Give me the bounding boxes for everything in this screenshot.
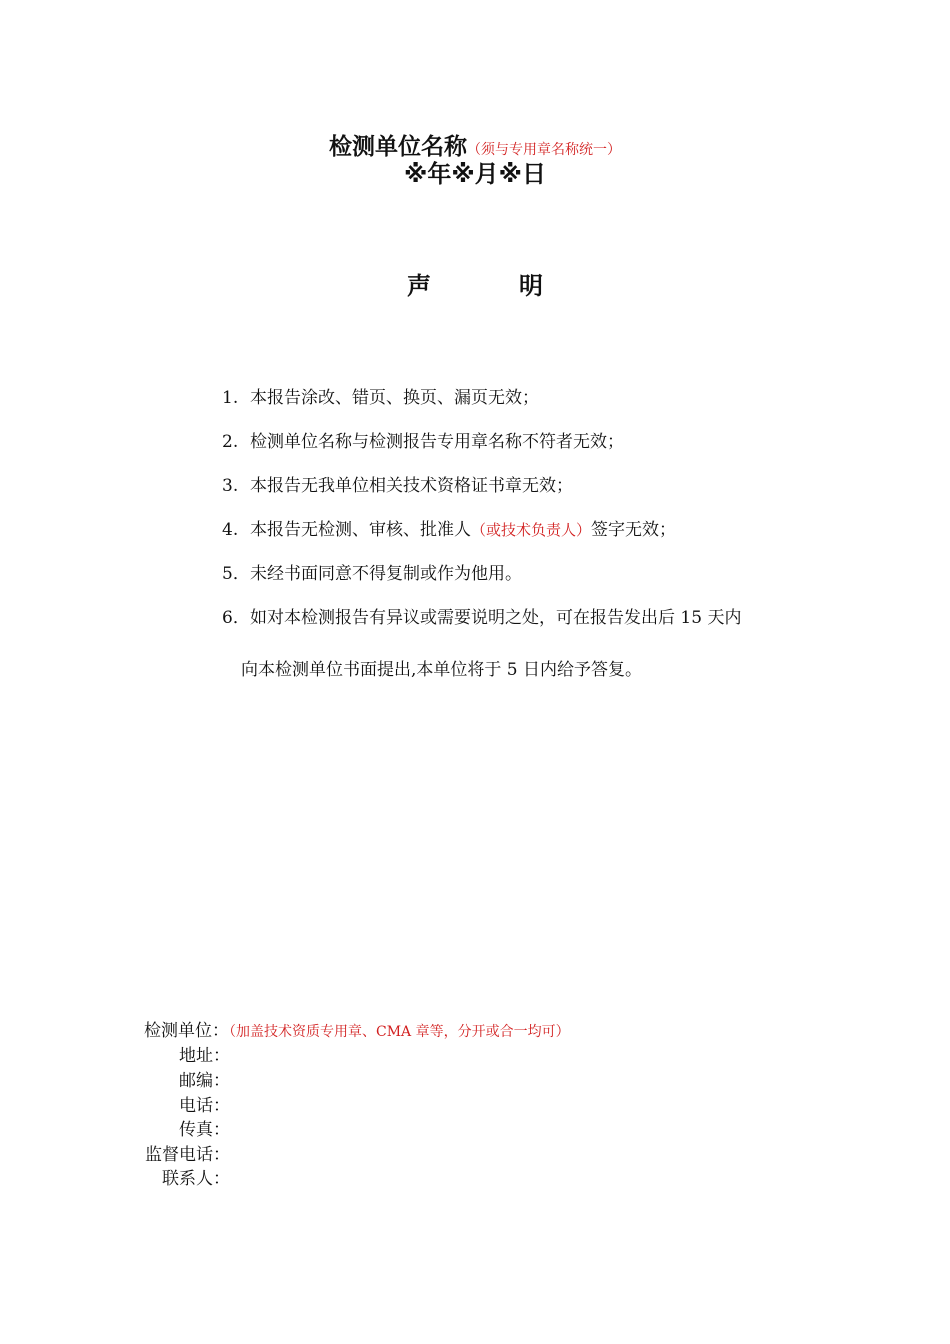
contact-unit-row bbox=[144, 1016, 570, 1041]
contact-supervise-row bbox=[144, 1140, 230, 1165]
statement-title-left: 声 bbox=[407, 272, 431, 300]
clause-number: 1. bbox=[222, 388, 239, 408]
clause-6 bbox=[222, 603, 741, 628]
clause-3 bbox=[222, 471, 573, 496]
clause-1 bbox=[222, 383, 539, 408]
contact-person-label: 联系人： bbox=[162, 1169, 230, 1189]
clause-text: 本报告无我单位相关技术资格证书章无效； bbox=[250, 476, 573, 496]
clause-number: 5． bbox=[222, 564, 250, 584]
org-name-note: （须与专用章名称统一） bbox=[467, 142, 621, 158]
report-date: ※年※月※日 bbox=[404, 160, 546, 188]
clause-text: 本报告涂改、错页、换页、漏页无效； bbox=[250, 388, 539, 408]
clause-text: 检测单位名称与检测报告专用章名称不符者无效； bbox=[250, 432, 624, 452]
clause-text: 本报告无检测、审核、批准人 bbox=[250, 520, 471, 540]
clause-number: 4. bbox=[222, 520, 239, 540]
clause-number: 3. bbox=[222, 476, 239, 496]
contact-address-label: 地址： bbox=[179, 1046, 230, 1066]
clause-2 bbox=[222, 427, 624, 452]
contact-unit-note: （加盖技术资质专用章、CMA 章等，分开或合一均可） bbox=[229, 1024, 570, 1040]
contact-postcode-label: 邮编： bbox=[179, 1071, 230, 1091]
contact-supervise-label: 监督电话： bbox=[145, 1145, 230, 1165]
contact-phone-label: 电话： bbox=[179, 1096, 230, 1116]
clause-6-continuation: 向本检测单位书面提出,本单位将于 5 日内给予答复。 bbox=[241, 660, 643, 680]
statement-title-right: 明 bbox=[519, 272, 543, 300]
statement-title bbox=[0, 266, 950, 301]
clause-number: 6． bbox=[222, 608, 250, 628]
contact-phone-row bbox=[144, 1091, 230, 1116]
clause-4 bbox=[222, 515, 676, 540]
clause-text: 如对本检测报告有异议或需要说明之处，可在报告发出后 15 天内 bbox=[250, 608, 742, 628]
clause-note: （或技术负责人） bbox=[471, 521, 592, 539]
clause-text: 未经书面同意不得复制或作为他用。 bbox=[250, 564, 522, 584]
contact-postcode-row bbox=[144, 1066, 230, 1091]
contact-unit-label: 检测单位： bbox=[144, 1021, 229, 1041]
clause-text-end: 签字无效； bbox=[591, 520, 677, 540]
contact-fax-label: 传真： bbox=[179, 1120, 230, 1140]
contact-fax-row bbox=[144, 1115, 230, 1140]
clause-number: 2. bbox=[222, 432, 239, 452]
clause-5 bbox=[222, 559, 522, 584]
org-name: 检测单位名称 bbox=[329, 134, 467, 160]
contact-person-row bbox=[144, 1164, 230, 1189]
contact-address-row bbox=[144, 1041, 230, 1066]
